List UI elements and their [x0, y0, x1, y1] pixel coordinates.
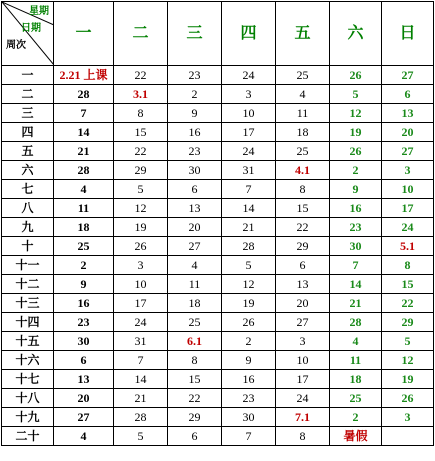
week-number-cell: 十七 [2, 370, 54, 389]
date-cell: 24 [114, 313, 168, 332]
week-number-cell: 四 [2, 123, 54, 142]
date-cell: 21 [222, 218, 276, 237]
date-cell: 30 [168, 161, 222, 180]
date-cell: 14 [54, 123, 114, 142]
date-cell: 19 [114, 218, 168, 237]
date-cell: 22 [168, 389, 222, 408]
date-cell: 15 [168, 370, 222, 389]
date-cell: 5.1 [382, 237, 434, 256]
date-cell: 28 [222, 237, 276, 256]
week-row [2, 332, 434, 351]
date-cell: 7 [222, 427, 276, 446]
date-cell: 9 [54, 275, 114, 294]
week-number-cell: 十九 [2, 408, 54, 427]
date-cell [382, 427, 434, 446]
date-cell: 18 [168, 294, 222, 313]
week-row [2, 370, 434, 389]
week-row [2, 351, 434, 370]
date-cell: 3 [222, 85, 276, 104]
date-cell: 5 [222, 256, 276, 275]
week-row [2, 218, 434, 237]
week-row [2, 142, 434, 161]
date-cell: 18 [54, 218, 114, 237]
week-number-cell: 十八 [2, 389, 54, 408]
date-cell: 17 [114, 294, 168, 313]
date-cell: 11 [330, 351, 382, 370]
date-cell: 20 [276, 294, 330, 313]
date-cell: 19 [382, 370, 434, 389]
date-cell: 20 [168, 218, 222, 237]
date-cell: 14 [330, 275, 382, 294]
date-cell: 24 [276, 389, 330, 408]
date-cell: 16 [168, 123, 222, 142]
date-cell: 26 [382, 389, 434, 408]
date-cell: 4 [54, 180, 114, 199]
week-row [2, 427, 434, 446]
date-cell: 25 [54, 237, 114, 256]
date-cell: 23 [222, 389, 276, 408]
date-cell: 4 [330, 332, 382, 351]
day-header-fri: 五 [276, 2, 330, 66]
date-cell: 3 [276, 332, 330, 351]
date-cell: 2 [330, 161, 382, 180]
date-cell: 20 [54, 389, 114, 408]
date-cell: 8 [276, 180, 330, 199]
calendar-body [2, 66, 434, 446]
date-cell: 15 [382, 275, 434, 294]
date-cell: 11 [168, 275, 222, 294]
date-cell: 2 [54, 256, 114, 275]
corner-weekday-label: 星期 [29, 6, 49, 17]
date-cell: 21 [54, 142, 114, 161]
date-cell: 22 [114, 66, 168, 85]
date-cell: 21 [114, 389, 168, 408]
week-row [2, 85, 434, 104]
date-cell: 25 [330, 389, 382, 408]
date-cell: 27 [382, 66, 434, 85]
week-row [2, 104, 434, 123]
date-cell: 17 [222, 123, 276, 142]
date-cell: 12 [222, 275, 276, 294]
date-cell: 27 [276, 313, 330, 332]
date-cell: 3.1 [114, 85, 168, 104]
date-cell: 29 [114, 161, 168, 180]
date-cell: 16 [330, 199, 382, 218]
date-cell: 23 [168, 142, 222, 161]
date-cell: 8 [382, 256, 434, 275]
date-cell: 16 [54, 294, 114, 313]
date-cell: 11 [54, 199, 114, 218]
day-header-wed: 三 [168, 2, 222, 66]
date-cell: 16 [222, 370, 276, 389]
date-cell: 28 [114, 408, 168, 427]
date-cell: 22 [114, 142, 168, 161]
date-cell: 7.1 [276, 408, 330, 427]
date-cell: 9 [222, 351, 276, 370]
week-number-cell: 十二 [2, 275, 54, 294]
week-row [2, 237, 434, 256]
date-cell: 5 [382, 332, 434, 351]
date-cell: 7 [330, 256, 382, 275]
date-cell: 2 [330, 408, 382, 427]
date-cell: 5 [114, 427, 168, 446]
date-cell: 22 [382, 294, 434, 313]
date-cell: 25 [168, 313, 222, 332]
date-cell: 26 [330, 66, 382, 85]
date-cell: 14 [222, 199, 276, 218]
week-row [2, 313, 434, 332]
date-cell: 31 [222, 161, 276, 180]
date-cell: 30 [222, 408, 276, 427]
date-cell: 30 [330, 237, 382, 256]
date-cell: 24 [382, 218, 434, 237]
date-cell: 10 [382, 180, 434, 199]
date-cell: 8 [276, 427, 330, 446]
date-cell: 26 [222, 313, 276, 332]
date-cell: 8 [168, 351, 222, 370]
week-row [2, 66, 434, 85]
week-number-cell: 十一 [2, 256, 54, 275]
date-cell: 5 [330, 85, 382, 104]
date-cell: 27 [54, 408, 114, 427]
date-cell: 6 [276, 256, 330, 275]
day-header-mon: 一 [54, 2, 114, 66]
date-cell: 26 [330, 142, 382, 161]
week-number-cell: 七 [2, 180, 54, 199]
date-cell: 2 [168, 85, 222, 104]
date-cell: 18 [330, 370, 382, 389]
date-cell: 31 [114, 332, 168, 351]
date-cell: 17 [382, 199, 434, 218]
date-cell: 18 [276, 123, 330, 142]
date-cell: 5 [114, 180, 168, 199]
date-cell: 19 [222, 294, 276, 313]
date-cell: 20 [382, 123, 434, 142]
date-cell: 12 [382, 351, 434, 370]
date-cell: 28 [54, 85, 114, 104]
date-cell: 2 [222, 332, 276, 351]
date-cell: 13 [382, 104, 434, 123]
date-cell: 7 [222, 180, 276, 199]
date-cell: 19 [330, 123, 382, 142]
week-row [2, 123, 434, 142]
week-row [2, 408, 434, 427]
day-header-tue: 二 [114, 2, 168, 66]
week-number-cell: 二十 [2, 427, 54, 446]
date-cell: 13 [168, 199, 222, 218]
date-cell: 4 [168, 256, 222, 275]
date-cell: 4 [276, 85, 330, 104]
week-row [2, 389, 434, 408]
date-cell: 27 [168, 237, 222, 256]
date-cell: 22 [276, 218, 330, 237]
date-cell: 10 [222, 104, 276, 123]
date-cell: 30 [54, 332, 114, 351]
date-cell: 15 [276, 199, 330, 218]
week-number-cell: 六 [2, 161, 54, 180]
header-row [2, 2, 434, 66]
date-cell: 15 [114, 123, 168, 142]
date-cell: 9 [330, 180, 382, 199]
date-cell: 23 [168, 66, 222, 85]
semester-calendar-table [1, 1, 434, 446]
date-cell: 13 [276, 275, 330, 294]
date-cell: 7 [54, 104, 114, 123]
week-number-cell: 十 [2, 237, 54, 256]
date-cell: 6.1 [168, 332, 222, 351]
date-cell: 3 [114, 256, 168, 275]
date-cell: 28 [54, 161, 114, 180]
date-cell: 10 [276, 351, 330, 370]
date-cell: 9 [168, 104, 222, 123]
week-number-cell: 三 [2, 104, 54, 123]
date-cell: 8 [114, 104, 168, 123]
date-cell: 24 [222, 66, 276, 85]
date-cell: 24 [222, 142, 276, 161]
week-row [2, 199, 434, 218]
date-cell: 6 [382, 85, 434, 104]
date-cell: 23 [54, 313, 114, 332]
date-cell: 6 [54, 351, 114, 370]
week-number-cell: 五 [2, 142, 54, 161]
date-cell: 4.1 [276, 161, 330, 180]
day-header-sun: 日 [382, 2, 434, 66]
date-cell: 14 [114, 370, 168, 389]
date-cell: 25 [276, 142, 330, 161]
date-cell: 7 [114, 351, 168, 370]
date-cell: 6 [168, 427, 222, 446]
date-cell: 29 [168, 408, 222, 427]
week-row [2, 161, 434, 180]
date-cell: 2.21 上课 [54, 66, 114, 85]
week-row [2, 180, 434, 199]
date-cell: 21 [330, 294, 382, 313]
week-number-cell: 十六 [2, 351, 54, 370]
day-header-sat: 六 [330, 2, 382, 66]
corner-header-cell [2, 2, 54, 66]
day-header-thu: 四 [222, 2, 276, 66]
week-number-cell: 二 [2, 85, 54, 104]
date-cell: 25 [276, 66, 330, 85]
date-cell: 12 [330, 104, 382, 123]
date-cell: 3 [382, 408, 434, 427]
week-number-cell: 十三 [2, 294, 54, 313]
date-cell: 28 [330, 313, 382, 332]
date-cell: 12 [114, 199, 168, 218]
date-cell: 6 [168, 180, 222, 199]
date-cell: 27 [382, 142, 434, 161]
week-number-cell: 十四 [2, 313, 54, 332]
week-row [2, 275, 434, 294]
week-row [2, 294, 434, 313]
date-cell: 暑假 [330, 427, 382, 446]
date-cell: 17 [276, 370, 330, 389]
date-cell: 3 [382, 161, 434, 180]
date-cell: 11 [276, 104, 330, 123]
date-cell: 26 [114, 237, 168, 256]
date-cell: 13 [54, 370, 114, 389]
week-number-cell: 一 [2, 66, 54, 85]
week-number-cell: 十五 [2, 332, 54, 351]
date-cell: 23 [330, 218, 382, 237]
week-number-cell: 八 [2, 199, 54, 218]
corner-date-label: 日期 [21, 23, 41, 34]
date-cell: 29 [382, 313, 434, 332]
date-cell: 29 [276, 237, 330, 256]
date-cell: 4 [54, 427, 114, 446]
corner-week-label: 周次 [6, 40, 26, 51]
date-cell: 10 [114, 275, 168, 294]
week-row [2, 256, 434, 275]
week-number-cell: 九 [2, 218, 54, 237]
